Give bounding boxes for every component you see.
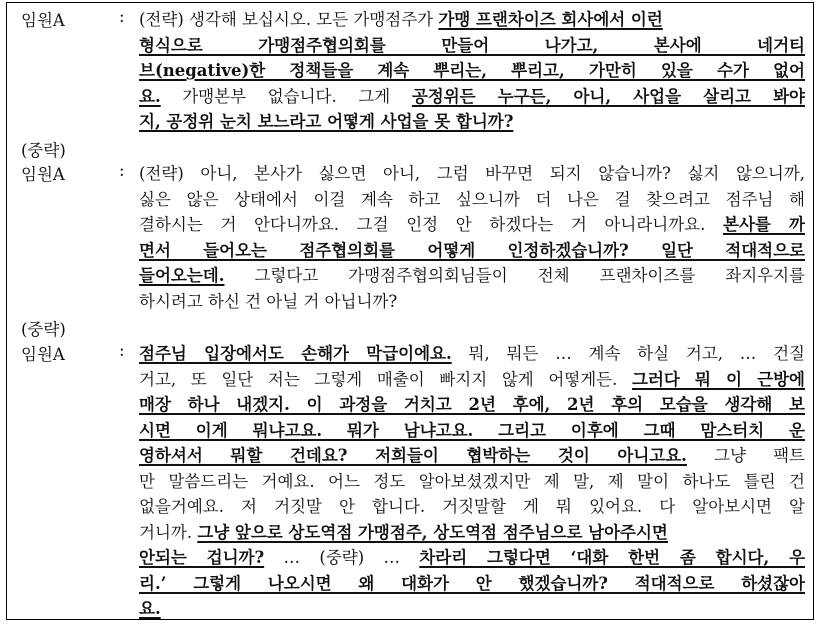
text-line (139, 187, 805, 213)
colon: : (119, 161, 125, 180)
text-line (139, 418, 805, 444)
plain-text: 결하시는 거 안다니까요. 그걸 인정 안 하겠다는 거 아니라니까요. (139, 215, 724, 234)
plain-text: 그렇다고 가맹점주협의회님들이 전체 프랜차이즈를 좌지우지를 (224, 266, 805, 285)
emphasized-text: 요. (139, 86, 161, 106)
emphasized-text: 브(negative)한 정책들을 계속 뿌리는, 뿌리고, 가만히 있을 수가 없어 (139, 61, 805, 80)
plain-text: 싫은 않은 상태에서 이걸 계속 하고 싶으니까 더 나은 걸 찾으려고 점주님 해 (139, 189, 805, 209)
omitted-note: (중략) (21, 320, 66, 339)
text-line (139, 392, 805, 418)
emphasized-text: 리.’ 그렇게 나오시면 왜 대화가 안 했겠습니까? 적대적으로 하셨잖아 (139, 573, 805, 593)
plain-text: 뭐, 뭐든 … 계속 하실 거고, … 건질 (451, 344, 805, 363)
text-line (139, 238, 805, 264)
emphasized-text: 점주님 입장에서도 손해가 막급이에요. (139, 344, 452, 363)
text-line (139, 596, 805, 622)
plain-text: 없을거예요. 저 거짓말 안 합니다. 거짓말할 게 뭐 있어요. 다 알아보시면 알 (139, 497, 805, 516)
speaker-label: 임원A (21, 345, 65, 364)
omitted-note: (중략) (21, 141, 66, 160)
speaker-label: 임원A (21, 11, 65, 30)
text-line (139, 469, 805, 495)
text-line (139, 289, 805, 315)
emphasized-text: 시면 이게 뭐냐고요. 뭐가 남냐고요. 그리고 이후에 그때 맘스터치 운 (139, 420, 805, 440)
text-line (139, 263, 805, 289)
text-line (139, 33, 805, 59)
emphasized-text: 안되는 겁니까? (139, 548, 265, 567)
emphasized-text: 차라리 그렇다면 ‘대화 한번 좀 합시다, 우 (419, 548, 805, 567)
emphasized-text: 그러다 뭐 이 근방에 (632, 369, 805, 389)
statement-body (139, 341, 805, 622)
text-line (139, 84, 805, 110)
text-line (139, 109, 805, 135)
statement-body (139, 7, 805, 135)
text-line (139, 367, 805, 393)
emphasized-text: 형식으로 가맹점주협의회를 만들어 나가고, 본사에 네거티 (139, 35, 805, 55)
speaker-label: 임원A (21, 165, 65, 184)
plain-text: 거고, 또 일단 저는 그렇게 매출이 빠지지 않게 어떻게든. (139, 369, 633, 389)
emphasized-text: 그냥 앞으로 상도역점 가맹점주, 상도역점 점주님으로 남아주시면 (197, 522, 668, 542)
emphasized-text: 가맹 프랜차이즈 회사에서 이런 (438, 10, 663, 29)
plain-text: 만 말씀드리는 거예요. 어느 정도 알아보셨겠지만 제 말, 제 말이 하나도 틀린 건 (139, 471, 805, 491)
text-line (139, 443, 805, 469)
emphasized-text: 면서 들어오는 점주협의회를 어떻게 인정하겠습니까? 일단 적대적으로 (139, 240, 805, 260)
plain-text: (전략) 생각해 보십시오. 모든 가맹점주가 (139, 10, 439, 29)
text-line (139, 58, 805, 84)
text-line (139, 494, 805, 520)
plain-text: … (중략) … (264, 548, 420, 567)
plain-text: 가맹본부 없습니다. 그게 (160, 86, 412, 106)
emphasized-text: 영하셔서 뭐할 건데요? 저희들이 협박하는 것이 아니고요. (139, 446, 687, 465)
text-line (139, 341, 805, 367)
emphasized-text: 본사를 까 (723, 215, 805, 234)
colon: : (119, 7, 125, 26)
plain-text: 그냥 팩트 (686, 446, 805, 465)
emphasized-text: 공정위든 누구든, 아니, 사업을 살리고 봐야 (411, 86, 805, 106)
emphasized-text: 지, 공정위 눈치 보느라고 어떻게 사업을 못 합니까? (139, 112, 514, 131)
statement-body (139, 161, 805, 314)
plain-text: 하시려고 하신 건 아닐 거 아닙니까? (139, 291, 398, 311)
colon: : (119, 341, 125, 360)
plain-text: 거니까. (139, 522, 198, 542)
text-line (139, 545, 805, 571)
emphasized-text: 들어오는데. (139, 266, 225, 285)
text-line (139, 571, 805, 597)
text-line (139, 212, 805, 238)
emphasized-text: 요. (139, 599, 161, 618)
text-line (139, 161, 805, 187)
emphasized-text: 매장 하나 내겠지. 이 과정을 거치고 2년 후에, 2년 후의 모습을 생각해 보 (139, 395, 805, 414)
plain-text: (전략) 아니, 본사가 싫으면 아니, 그럼 바꾸면 되지 않습니까? 싫지 않으니까, (139, 164, 805, 183)
text-line (139, 7, 805, 33)
text-line (139, 520, 805, 546)
document-frame (6, 2, 814, 620)
